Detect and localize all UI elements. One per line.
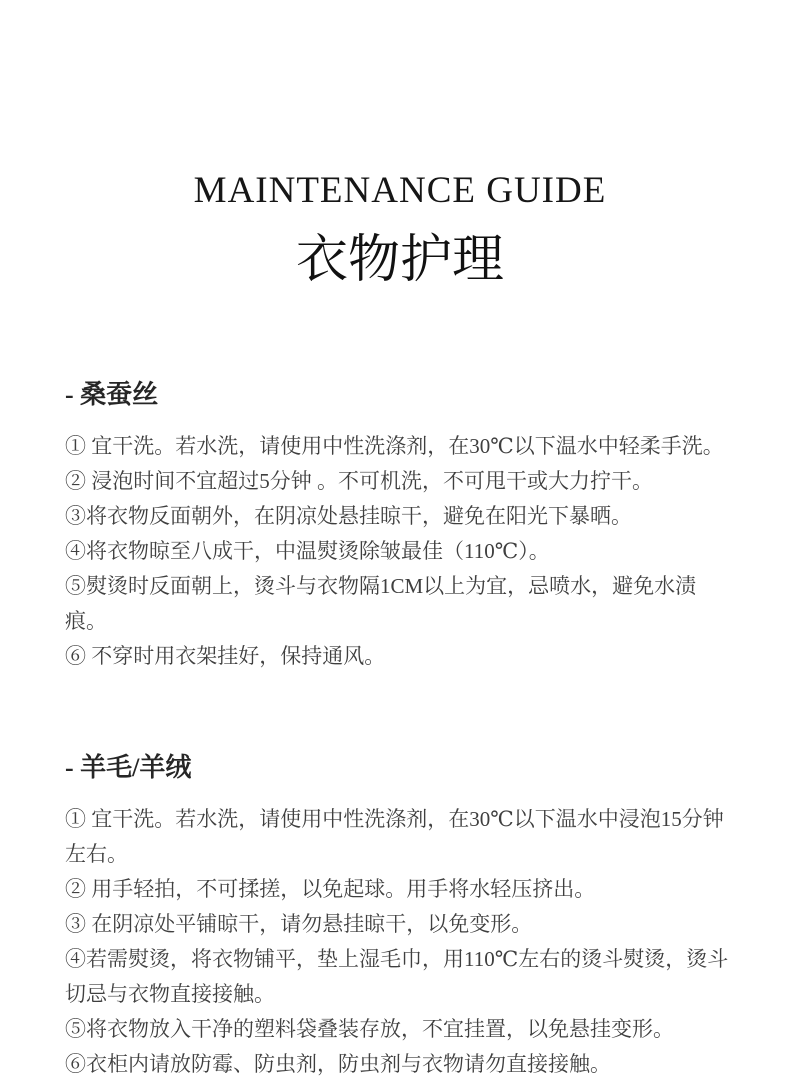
care-item: ④将衣物晾至八成干，中温熨烫除皱最佳（110℃）。 (65, 539, 550, 563)
care-item: ② 用手轻拍，不可揉搓，以免起球。用手将水轻压挤出。 (65, 877, 596, 901)
care-item: ③将衣物反面朝外，在阴凉处悬挂晾干，避免在阳光下暴晒。 (65, 504, 632, 528)
care-item: ⑥衣柜内请放防霉、防虫剂，防虫剂与衣物请勿直接接触。 (65, 1052, 611, 1076)
care-item: ⑤将衣物放入干净的塑料袋叠装存放，不宜挂置，以免悬挂变形。 (65, 1017, 674, 1041)
section-silk (65, 378, 735, 674)
silk-care-list (65, 429, 735, 674)
care-item: ④若需熨烫，将衣物铺平，垫上湿毛巾，用110℃左右的烫斗熨烫，烫斗切忌与衣物直接接触。 (65, 947, 729, 1006)
care-item: ⑤熨烫时反面朝上，烫斗与衣物隔1CM以上为宜，忌喷水，避免水渍痕。 (65, 574, 697, 633)
page-title-chinese: 衣物护理 (295, 232, 504, 289)
care-item: ① 宜干洗。若水洗，请使用中性洗涤剂，在30℃以下温水中浸泡15分钟左右。 (65, 807, 724, 866)
care-item: ⑥ 不穿时用衣架挂好，保持通风。 (65, 644, 386, 668)
section-heading-silk: - 桑蚕丝 (65, 380, 159, 409)
care-item: ② 浸泡时间不宜超过5分钟 。不可机洗，不可甩干或大力拧干。 (65, 469, 653, 493)
care-item: ① 宜干洗。若水洗，请使用中性洗涤剂，在30℃以下温水中轻柔手洗。 (65, 434, 724, 458)
section-heading-wool-cashmere: - 羊毛/羊绒 (65, 753, 192, 782)
care-item: ③ 在阴凉处平铺晾干，请勿悬挂晾干，以免变形。 (65, 912, 533, 936)
page-title-english: MAINTENANCE GUIDE (193, 170, 607, 211)
wool-care-list (65, 802, 735, 1082)
section-wool-cashmere (65, 751, 735, 1082)
